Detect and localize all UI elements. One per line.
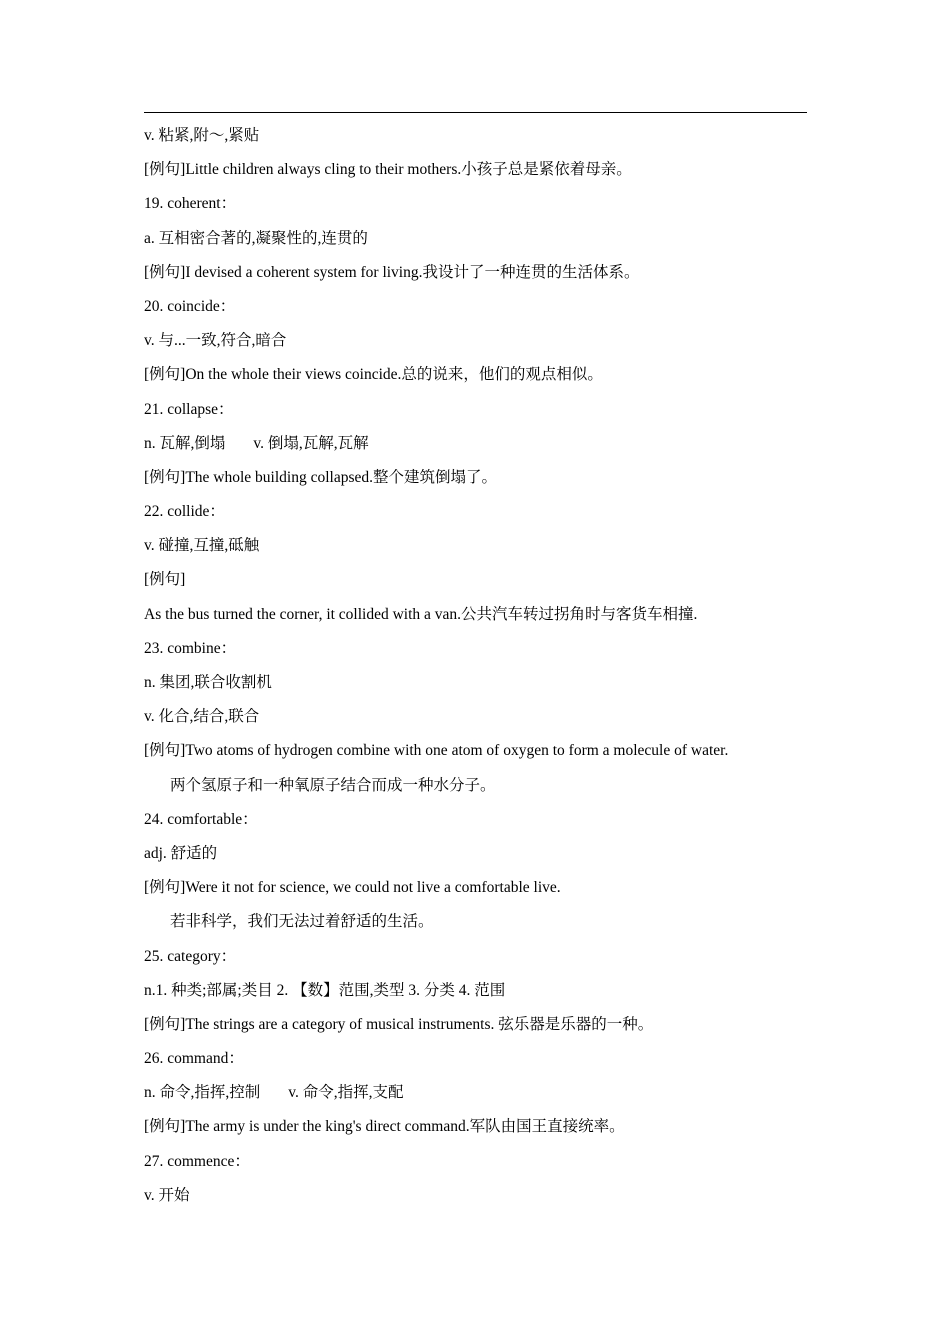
definition-line: n. 集团,联合收割机 — [144, 674, 272, 691]
entry-heading: 22. collide： — [144, 503, 225, 521]
definition-line — [144, 1081, 807, 1115]
example-sentence: [例句]The strings are a category of musical instruments. 弦乐器是乐器的一种。 — [144, 1015, 654, 1033]
definition-noun: n. 瓦解,倒塌 — [144, 434, 226, 452]
entry-heading: 19. coherent： — [144, 195, 237, 213]
example-sentence: [例句]Were it not for science, we could not live a comfortable live. — [144, 879, 561, 897]
entry-heading: 23. combine： — [144, 639, 237, 657]
header-rule — [144, 112, 807, 113]
example-sentence: [例句]The whole building collapsed.整个建筑倒塌了。 — [144, 468, 498, 486]
entry-heading: 27. commence： — [144, 1152, 250, 1170]
definition-noun: n. 命令,指挥,控制 — [144, 1084, 261, 1102]
entry-heading: 21. collapse： — [144, 400, 234, 418]
definition-line: v. 与...一致,符合,暗合 — [144, 332, 287, 350]
example-label: [例句] — [144, 571, 186, 589]
example-translation: 两个氢原子和一种氧原子结合而成一种水分子。 — [170, 776, 496, 794]
definition-line: n.1. 种类;部属;类目 2. 【数】范围,类型 3. 分类 4. 范围 — [144, 981, 506, 999]
definition-verb: v. 命令,指挥,支配 — [288, 1084, 404, 1102]
definition-line: v. 化合,结合,联合 — [144, 708, 260, 726]
example-sentence: [例句]Little children always cling to their mothers.小孩子总是紧依着母亲。 — [144, 161, 632, 179]
definition-line: a. 互相密合著的,凝聚性的,连贯的 — [144, 229, 368, 247]
definition-line — [144, 432, 807, 466]
definition-line: v. 粘紧,附～,紧贴 — [144, 127, 260, 144]
definition-line: v. 碰撞,互撞,砥触 — [144, 537, 260, 555]
definition-line: v. 开始 — [144, 1186, 190, 1204]
example-sentence: As the bus turned the corner, it collided with a van.公共汽车转过拐角时与客货车相撞. — [144, 605, 698, 623]
entry-heading: 25. category： — [144, 947, 237, 965]
example-sentence: [例句]The army is under the king's direct command.军队由国王直接统率。 — [144, 1118, 625, 1136]
entry-heading: 20. coincide： — [144, 297, 236, 315]
definition-line: adj. 舒适的 — [144, 844, 218, 862]
example-sentence: [例句]On the whole their views coincide.总的说来，他们的观点相似。 — [144, 366, 603, 384]
example-sentence: [例句]I devised a coherent system for living.我设计了一种连贯的生活体系。 — [144, 263, 640, 281]
document-body — [144, 124, 807, 1218]
entry-heading: 26. command： — [144, 1050, 244, 1068]
entry-heading: 24. comfortable： — [144, 810, 258, 828]
definition-verb: v. 倒塌,瓦解,瓦解 — [253, 434, 369, 452]
example-sentence: [例句]Two atoms of hydrogen combine with one atom of oxygen to form a molecule of water. — [144, 742, 729, 760]
example-translation: 若非科学，我们无法过着舒适的生活。 — [170, 913, 434, 931]
